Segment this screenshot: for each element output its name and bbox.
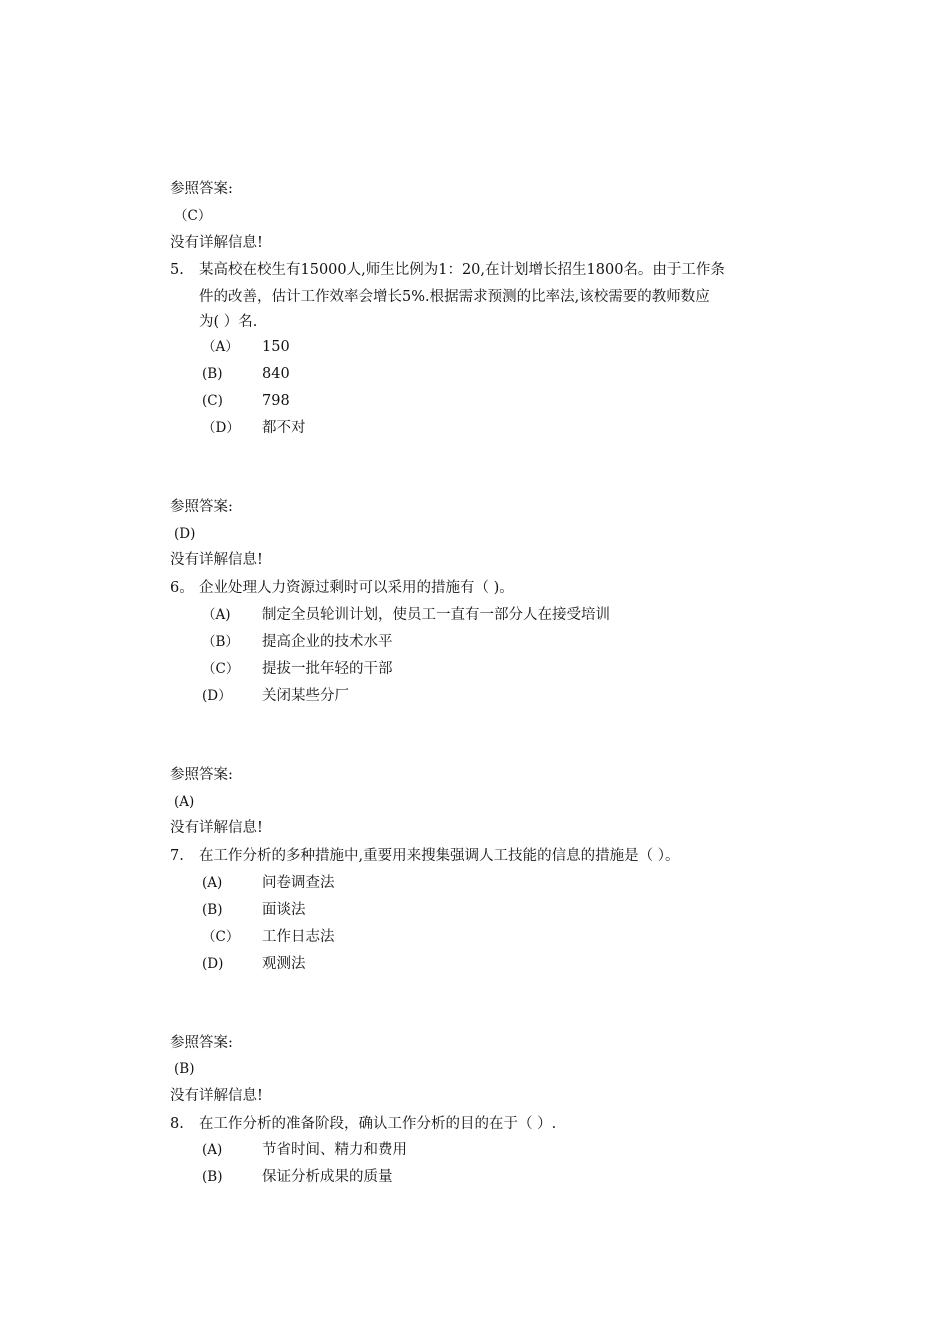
reference-answer: (A): [174, 794, 195, 810]
option-label: (B): [202, 366, 223, 382]
question-number: 6。: [170, 580, 194, 596]
option-label: (D): [202, 956, 224, 972]
no-detail-note: 没有详解信息!: [170, 820, 263, 836]
option-text: 观测法: [262, 956, 306, 972]
option-text: 798: [262, 393, 290, 409]
option-label: （A): [202, 607, 231, 623]
question-text-line: 件的改善，估计工作效率会增长5%.根据需求预测的比率法,该校需要的教师数应: [199, 289, 710, 305]
option-text: 提拔一批年轻的干部: [262, 661, 393, 677]
option-text: 工作日志法: [262, 929, 335, 945]
reference-answer-label: 参照答案:: [170, 499, 233, 515]
option-text: 提高企业的技术水平: [262, 634, 393, 650]
question-text-line: 企业处理人力资源过剩时可以采用的措施有（ )。: [199, 580, 514, 596]
option-label: （C）: [202, 661, 240, 677]
reference-answer-label: 参照答案:: [170, 181, 233, 197]
reference-answer-label: 参照答案:: [170, 1035, 233, 1051]
reference-answer-label: 参照答案:: [170, 767, 233, 783]
question-text-line: 在工作分析的多种措施中,重要用来搜集强调人工技能的信息的措施是（ ）。: [199, 848, 680, 864]
option-label: (C): [202, 393, 223, 409]
reference-answer: （C）: [174, 208, 212, 224]
option-label: (B): [202, 902, 223, 918]
option-label: (D）: [202, 688, 232, 704]
option-label: （B）: [202, 634, 239, 650]
option-text: 150: [262, 339, 290, 355]
option-label: (B): [202, 1169, 223, 1185]
question-number: 7.: [170, 848, 184, 864]
question-text-line: 在工作分析的准备阶段，确认工作分析的目的在于（ ）.: [199, 1116, 557, 1132]
option-text: 节省时间、精力和费用: [262, 1142, 407, 1158]
option-text: 保证分析成果的质量: [262, 1169, 393, 1185]
option-label: （D）: [202, 420, 240, 436]
question-number: 8.: [170, 1116, 184, 1132]
option-text: 都不对: [262, 420, 306, 436]
option-text: 面谈法: [262, 902, 306, 918]
option-label: (A): [202, 1142, 223, 1158]
question-number: 5.: [170, 262, 184, 278]
question-text-line: 为( ）名.: [199, 314, 258, 330]
option-text: 制定全员轮训计划，使员工一直有一部分人在接受培训: [262, 607, 610, 623]
no-detail-note: 没有详解信息!: [170, 235, 263, 251]
reference-answer: (D): [174, 526, 196, 542]
option-label: （C）: [202, 929, 240, 945]
option-text: 关闭某些分厂: [262, 688, 349, 704]
option-label: （A）: [202, 339, 239, 355]
question-text-line: 某高校在校生有15000人,师生比例为1：20,在计划增长招生1800名。由于工作条: [199, 262, 725, 278]
option-text: 问卷调查法: [262, 875, 335, 891]
no-detail-note: 没有详解信息!: [170, 552, 263, 568]
no-detail-note: 没有详解信息!: [170, 1088, 263, 1104]
option-label: (A): [202, 875, 223, 891]
reference-answer: (B): [174, 1061, 195, 1077]
option-text: 840: [262, 366, 290, 382]
